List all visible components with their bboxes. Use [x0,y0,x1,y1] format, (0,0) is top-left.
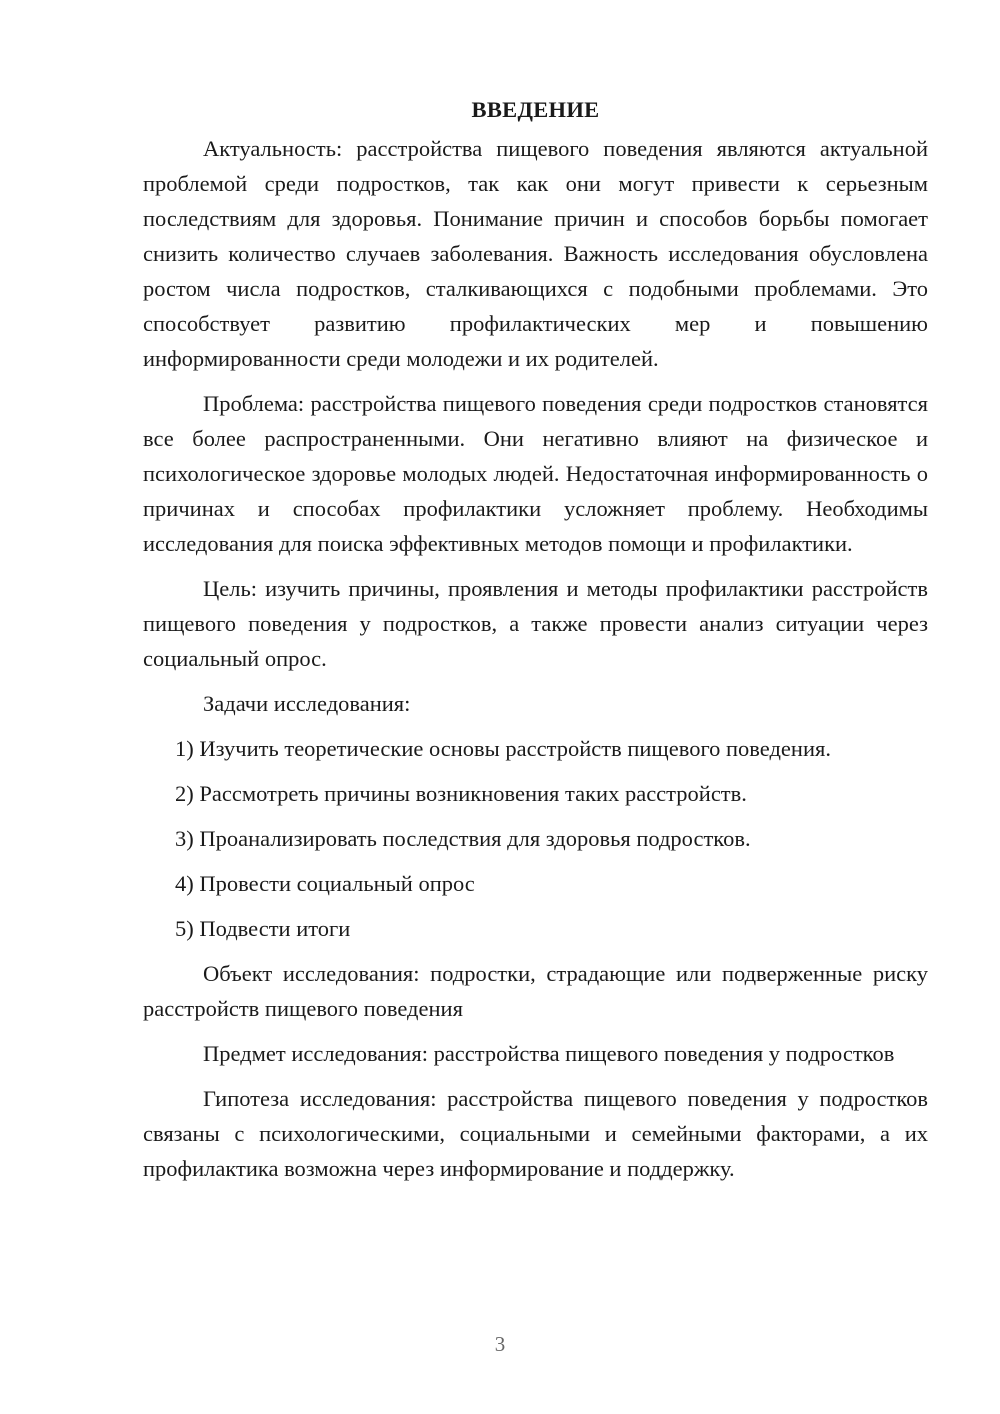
task-item-3: 3) Проанализировать последствия для здоровья подростков. [175,826,751,851]
problem-paragraph: Проблема: расстройства пищевого поведения среди подростков становятся все более распространенными. Они негативно влияют на физическое и психологическое здоровье молодых людей. Недостаточная информированность о причинах и способах профилактики усложняет проблему. Необходимы исследования для поиска эффективных методов помощи и профилактики. [143,391,928,556]
section-title: ВВЕДЕНИЕ [471,97,600,122]
page-number: 3 [494,1332,506,1356]
object-paragraph: Объект исследования: подростки, страдающие или подверженные риску расстройств пищевого поведения [143,961,928,1021]
subject-paragraph: Предмет исследования: расстройства пищевого поведения у подростков [203,1041,895,1066]
tasks-header: Задачи исследования: [203,691,411,716]
task-list [143,731,928,946]
relevance-paragraph: Актуальность: расстройства пищевого поведения являются актуальной проблемой среди подростков, так как они могут привести к серьезным последствиям для здоровья. Понимание причин и способов борьбы помогает снизить количество случаев заболевания. Важность исследования обусловлена ростом числа подростков, сталкивающихся с подобными проблемами. Это способствует развитию профилактических мер и повышению информированности среди молодежи и их родителей. [143,136,928,371]
task-item-2: 2) Рассмотреть причины возникновения таких расстройств. [175,781,747,806]
hypothesis-paragraph: Гипотеза исследования: расстройства пищевого поведения у подростков связаны с психологическими, социальными и семейными факторами, а их профилактика возможна через информирование и поддержку. [143,1086,928,1181]
task-item-5: 5) Подвести итоги [175,916,351,941]
document-page [143,92,928,1196]
goal-paragraph: Цель: изучить причины, проявления и методы профилактики расстройств пищевого поведения у подростков, а также провести анализ ситуации через социальный опрос. [143,576,928,671]
task-item-4: 4) Провести социальный опрос [175,871,475,896]
task-item-1: 1) Изучить теоретические основы расстройств пищевого поведения. [175,736,831,761]
